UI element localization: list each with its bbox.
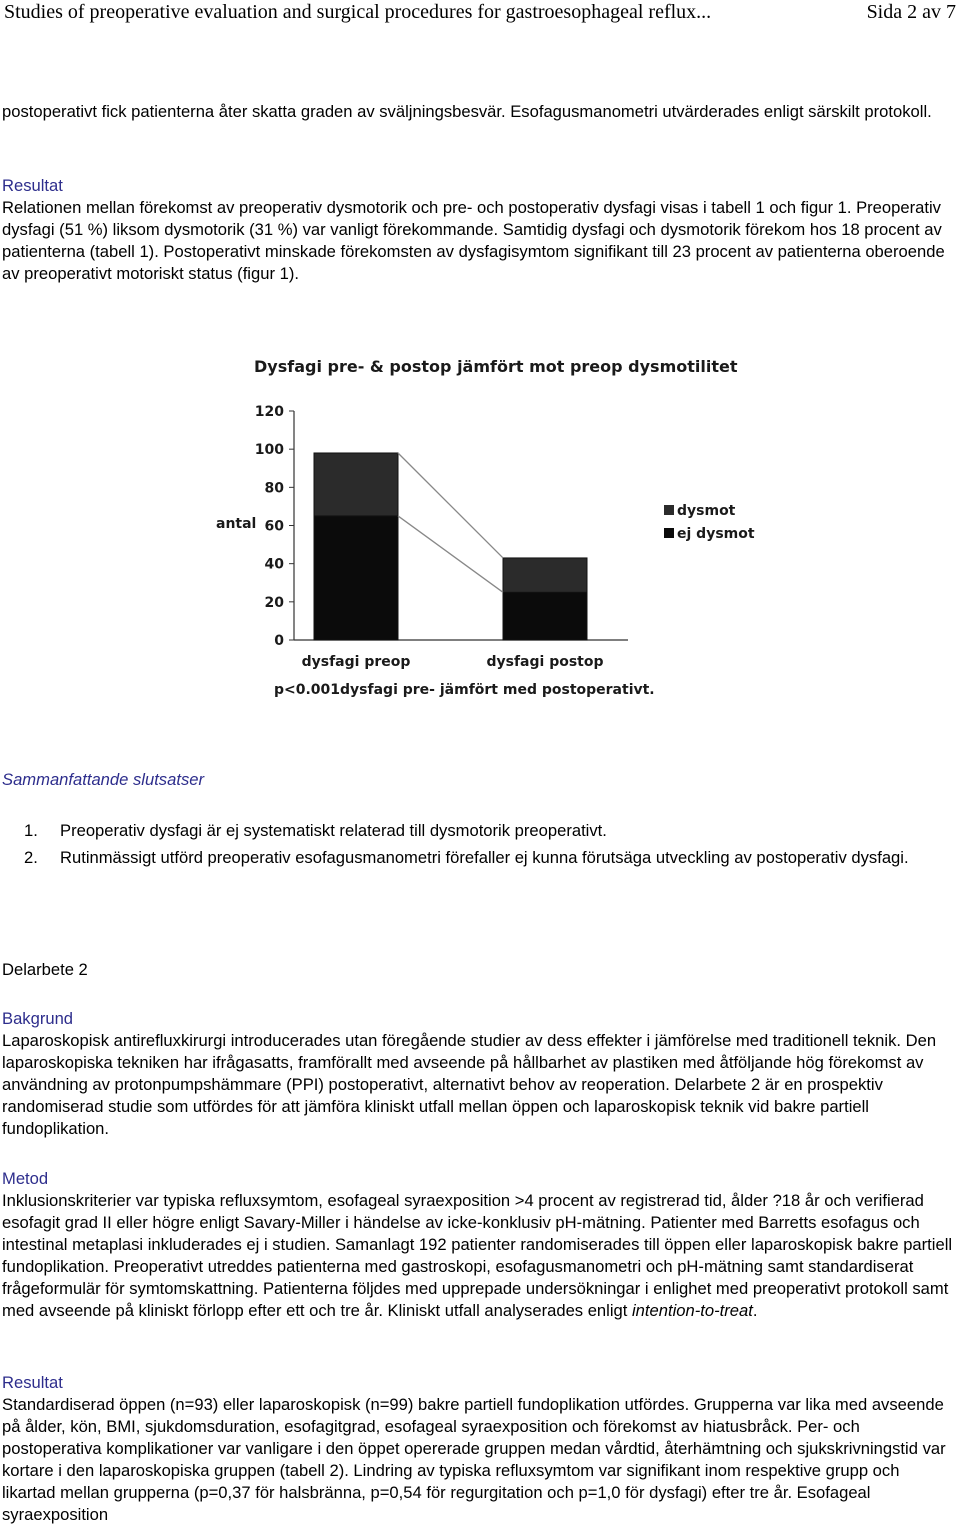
chart-title: Dysfagi pre- & postop jämfört mot preop dysmotilitet [254, 357, 738, 376]
part2-heading: Delarbete 2 [2, 960, 88, 979]
list-item-text: Preoperativ dysfagi är ej systematiskt relaterad till dysmotorik preoperativt. [60, 821, 607, 840]
chart-x-tick-labels [302, 654, 604, 670]
list-item [2, 820, 954, 842]
chart-y-tick-label: 60 [264, 518, 284, 535]
chart-legend-swatch [664, 505, 674, 515]
chart-y-tick-label: 40 [264, 556, 284, 573]
list-item-text: Rutinmässigt utförd preoperativ esofagusmanometri förefaller ej kunna förutsäga utveckling av postoperativ dysfagi. [60, 848, 909, 867]
chart-y-tick-label: 80 [264, 480, 284, 497]
chart-bar-dysmot [503, 558, 587, 592]
chart-annotation: p<0.001dysfagi pre- jämfört med postoperativt. [274, 682, 655, 698]
chart-y-axis-label: antal [216, 516, 257, 532]
background-paragraph: Laparoskopisk antirefluxkirurgi introducerades utan föregående studier av dess effekter i jämförelse med traditionell teknik. Den laparoskopiska tekniken har ifrågasatts, framförallt med avseende på hållbarhet av plastiken med åtföljande hög förekomst av användning av protonpumpshämmare (PPI) postoperativt, alternativt behov av reoperation. Delarbete 2 är en prospektiv randomiserad studie som utfördes för att jämföra kliniskt utfall mellan öppen och laparoskopisk teknik vid bakre partiell fundoplikation. [2, 1031, 937, 1138]
chart-category-label: dysfagi preop [301, 654, 411, 670]
chart-legend-label: ej dysmot [677, 526, 755, 542]
chart-bar-ej-dysmot [314, 516, 398, 640]
chart-connector-total [398, 453, 503, 558]
chart-legend-label: dysmot [677, 503, 736, 519]
chart-legend [664, 503, 755, 542]
results-heading: Resultat [2, 176, 63, 195]
method-heading: Metod [2, 1169, 49, 1188]
chart-y-tick-label: 100 [254, 442, 284, 459]
results2-heading: Resultat [2, 1373, 63, 1392]
chart-y-tick-label: 20 [264, 594, 284, 611]
chart-y-tick-label: 120 [254, 404, 284, 420]
chart-bar-dysmot [314, 453, 398, 516]
conclusions-heading: Sammanfattande slutsatser [2, 770, 204, 789]
chart-bars [314, 453, 587, 640]
list-item-number: 1. [24, 821, 38, 840]
page-number: Sida 2 av 7 [866, 1, 956, 23]
chart-bar-ej-dysmot [503, 592, 587, 640]
chart-legend-swatch [664, 528, 674, 538]
background-heading: Bakgrund [2, 1009, 74, 1028]
method-italic-term: intention-to-treat [631, 1301, 753, 1320]
chart-connector-base [398, 516, 503, 592]
page-header [0, 0, 960, 22]
chart-y-tick-label: 0 [274, 633, 284, 649]
conclusions-list [2, 820, 954, 869]
chart-y-ticks [255, 404, 294, 649]
header-title: Studies of preoperative evaluation and surgical procedures for gastroesophageal reflux... [4, 1, 712, 23]
chart-connector-lines [398, 453, 503, 592]
results-paragraph: Relationen mellan förekomst av preoperativ dysmotorik och pre- och postoperativ dysfagi visas i tabell 1 och figur 1. Preoperativ dysfagi (51 %) liksom dysmotorik (31 %) var vanligt förekommande. Samtidig dysfagi och dysmotorik förekom hos 18 procent av patienterna (tabell 1). Postoperativt minskade förekomsten av dysfagisymtom signifikant till 23 procent av patienterna oberoende av preoperativt motoriskt status (figur 1). [2, 198, 945, 283]
figure-1-chart [208, 345, 768, 705]
intro-paragraph: postoperativt fick patienterna åter skatta graden av sväljningsbesvär. Esofagusmanometri utvärderades enligt särskilt protokoll. [2, 102, 932, 121]
results2-paragraph: Standardiserad öppen (n=93) eller laparoskopisk (n=99) bakre partiell fundoplikation utfördes. Grupperna var lika med avseende på ålder, kön, BMI, sjukdomsduration, esofagitgrad, esofageal syraexposition och förekomst av hiatusbråck. Per- och postoperativa komplikationer var vanligare i den öppet opererade gruppen medan vårdtid, återhämtning och sjukskrivningstid var kortare i den laparoskopiska gruppen (tabell 2). Lindring av typiska refluxsymtom var signifikant inom respektive grupp och likartad mellan grupperna (p=0,37 för halsbränna, p=0,54 för regurgitation och p=1,0 för dysfagi) efter tre år. Esofageal syraexposition [2, 1395, 946, 1524]
list-item [2, 847, 954, 869]
chart-category-label: dysfagi postop [486, 654, 604, 670]
method-paragraph [2, 1190, 954, 1322]
method-end: . [752, 1301, 758, 1320]
list-item-number: 2. [24, 848, 38, 867]
method-text: Inklusionskriterier var typiska refluxsymtom, esofageal syraexposition >4 procent av registrerad tid, ålder ?18 år och verifierad esofagit grad II eller högre enligt Savary-Miller i händelse av icke-konklusiv pH-mätning. Patienter med Barretts esofagus och intestinal metaplasi inkluderades ej i studien. Samanlagt 192 patienter randomiserades till öppen eller laparoskopisk bakre partiell fundoplikation. Preoperativt utreddes patienterna med gastroskopi, esofagusmanometri och pH-mätning samt standardiserat frågeformulär för symtomskattning. Patienterna följdes med upprepade undersökningar i enlighet med preoperativt protokoll samt med avseende på kliniskt förlopp efter ett och tre år. Kliniskt utfall analyserades enligt [2, 1191, 953, 1320]
